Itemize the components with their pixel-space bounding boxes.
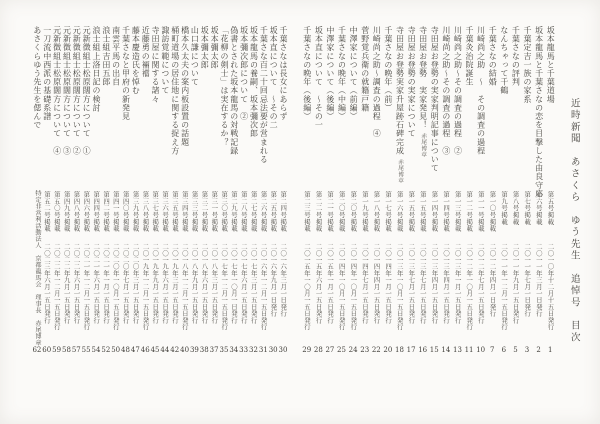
entry-issue-date: 二〇一九年六月一五日発行 bbox=[161, 243, 170, 324]
entry-issue-date: 二〇一九年三月一五日発行 bbox=[170, 243, 179, 324]
entry-issue-number: 第五号掲載 bbox=[546, 191, 555, 225]
entry-page-number: 33 bbox=[239, 346, 249, 354]
toc-entry bbox=[239, 0, 249, 424]
entry-title: 千葉さなの晩年（前） bbox=[383, 26, 393, 112]
entry-title: 坂本直について ～その一 bbox=[314, 26, 324, 130]
toc-entry bbox=[219, 0, 229, 424]
entry-issue-number: 第一四号掲載 bbox=[430, 191, 439, 232]
entry-issue-date: 二〇一三年四月一五日発行 bbox=[430, 243, 439, 324]
entry-issue-date: 二〇一二年四月一日発行 bbox=[488, 243, 497, 317]
entry-title: 藤本慶造氏を悼む bbox=[131, 26, 141, 95]
toc-entry bbox=[32, 0, 42, 424]
page-title: 近時新聞 あさくら ゆう先生 追悼号 目次 bbox=[568, 98, 580, 344]
toc-entry bbox=[475, 0, 487, 424]
toc-entry bbox=[52, 0, 62, 424]
entry-issue-number: 第三五号掲載 bbox=[170, 191, 179, 232]
toc-entry bbox=[199, 0, 209, 424]
entry-page-number: 3 bbox=[524, 346, 530, 354]
entry-page-number: 18 bbox=[395, 346, 404, 354]
entry-title: あさくらゆう先生を偲んで bbox=[32, 26, 42, 130]
entry-issue-date: 二〇二〇年一〇月一五日発行 bbox=[111, 243, 120, 331]
entry-issue-number: 第二三号掲載 bbox=[302, 191, 311, 232]
entry-page-number: 28 bbox=[313, 346, 323, 354]
entry-page-number: 20 bbox=[383, 346, 393, 354]
entry-title: 元新徴組士松原闊方について ③ bbox=[62, 26, 72, 155]
toc-entry bbox=[160, 0, 170, 424]
entry-title: 千葉さなの評判 bbox=[511, 26, 521, 87]
entry-publisher: 特定非営利活動法人 京都龍馬会 理事長 赤尾博章 bbox=[34, 190, 42, 346]
entry-page-number: 25 bbox=[337, 346, 346, 354]
toc-entry bbox=[111, 0, 121, 424]
entry-page-number: 40 bbox=[180, 346, 190, 354]
entry-issue-number: 第三二号掲載 bbox=[200, 191, 209, 232]
entry-issue-date: 二〇一一年一二月一五日発行 bbox=[500, 243, 509, 331]
toc-entry bbox=[42, 0, 52, 424]
entry-title: なんちゃって千鶴 bbox=[499, 26, 509, 95]
entry-page-number: 42 bbox=[170, 346, 180, 354]
entry-title: 坂本彌次郎について ② bbox=[239, 26, 249, 121]
entry-page-number: 17 bbox=[406, 346, 416, 354]
toc-entry bbox=[170, 0, 180, 424]
toc-entry bbox=[544, 0, 556, 424]
toc-entry bbox=[101, 0, 111, 424]
entry-issue-date: 二〇二一年一月一五日発行 bbox=[102, 243, 111, 324]
entry-author: 赤尾博章 bbox=[396, 159, 403, 184]
entry-title: 諏訪覚範について bbox=[160, 26, 170, 95]
entry-author: 赤尾博章 bbox=[419, 133, 426, 158]
entry-issue-number: 第五二号掲載 bbox=[42, 191, 51, 232]
entry-issue-number: 第四八号掲載 bbox=[72, 191, 81, 232]
toc-entry bbox=[521, 0, 533, 424]
entry-issue-number: 第二七号掲載 bbox=[249, 191, 258, 232]
toc-entry bbox=[190, 0, 200, 424]
page-title-column bbox=[556, 0, 592, 424]
entry-issue-date: 二〇一七年一〇月一日発行 bbox=[230, 243, 238, 324]
entry-title: 浪士組上洛日記の検討 bbox=[91, 26, 101, 112]
entry-issue-date: 二〇一七年一二月一五日発行 bbox=[220, 243, 229, 331]
entry-issue-date: 二〇一六年九月一日発行 bbox=[269, 243, 278, 317]
toc-entry bbox=[258, 0, 268, 424]
entry-issue-number: 第二〇号掲載 bbox=[337, 191, 346, 232]
entry-issue-number: 第四二号掲載 bbox=[102, 191, 111, 232]
entry-page-number: 31 bbox=[258, 346, 268, 354]
entry-issue-date: 二〇一一年九月一五日発行 bbox=[511, 243, 520, 324]
entry-page-number: 47 bbox=[130, 346, 140, 354]
entry-title: 千葉灸治院誕生 bbox=[465, 26, 475, 87]
entry-title: 坂本龍馬と千葉道場 bbox=[546, 26, 556, 104]
entry-issue-date: 二〇一四年一月一五日発行 bbox=[384, 243, 393, 324]
entry-issue-date: 二〇一七年六月一五日発行 bbox=[239, 243, 248, 324]
entry-title: 南雲平馬の出自 bbox=[111, 26, 121, 87]
entry-issue-number: 第一七号掲載 bbox=[384, 191, 393, 232]
entry-page-number: 62 bbox=[32, 346, 42, 354]
entry-issue-date: 二〇一九年九月一五日発行 bbox=[151, 243, 160, 324]
entry-page-number: 27 bbox=[325, 346, 335, 354]
entry-title: 中澤家について（後編） bbox=[325, 26, 335, 121]
entry-title: 山口謙について bbox=[190, 26, 200, 87]
entry-issue-date: 二〇二〇年三月一五日発行 bbox=[131, 243, 140, 324]
toc-entry bbox=[301, 0, 313, 424]
half-gap bbox=[288, 0, 301, 424]
entry-issue-date: 二〇一二年七月一五日発行 bbox=[476, 243, 485, 324]
entry-issue-date: 二〇一七年三月一五日発行 bbox=[249, 243, 258, 324]
entry-issue-date: 二〇一三年七月一五日発行 bbox=[407, 243, 416, 324]
entry-page-number: 24 bbox=[348, 346, 358, 354]
entry-title: 近藤勇の裲襠 bbox=[141, 26, 151, 78]
entry-issue-date: 二〇一八年三月一五日発行 bbox=[210, 243, 219, 324]
entry-issue-date: 二〇二三年六月一五日発行 bbox=[42, 243, 51, 324]
entry-issue-date: 二〇一三年七月一五日発行 bbox=[418, 243, 427, 324]
entry-issue-date: 二〇一三年四月一五日発行 bbox=[442, 243, 451, 324]
entry-title: 坂本彌太郎 bbox=[200, 26, 210, 69]
toc-entry bbox=[324, 0, 336, 424]
entry-issue-date: 二〇一四年一〇月一五日発行 bbox=[337, 243, 346, 331]
entry-page-number: 46 bbox=[140, 346, 150, 354]
entry-issue-number: 第二〇号掲載 bbox=[349, 191, 358, 232]
entry-title: 寺田屋お登勢の実家判明記事について bbox=[430, 26, 440, 173]
entry-title: 千葉さなの晩年（中編） bbox=[337, 26, 347, 121]
entry-title: 菅野覚兵衛の就籍戸籍 bbox=[360, 26, 370, 112]
entry-page-number: 23 bbox=[360, 346, 370, 354]
entry-issue-number: 第三九号掲載 bbox=[131, 191, 140, 232]
entry-issue-date: 二〇一二年一〇月一五日発行 bbox=[465, 243, 474, 331]
entry-title: 寺田屋お登勢実家升屋跡石碑完成赤尾博章 bbox=[395, 26, 405, 184]
entry-title: 寺田屋お登勢の実家について bbox=[407, 26, 417, 138]
toc-entry bbox=[347, 0, 359, 424]
toc-entry bbox=[121, 0, 131, 424]
entry-issue-date: 二〇一四年七月一五日発行 bbox=[360, 243, 369, 324]
entry-page-number: 52 bbox=[101, 346, 111, 354]
entry-issue-date: 二〇二一年一二月一五日発行 bbox=[82, 243, 91, 331]
entry-issue-number: 第一四号掲載 bbox=[442, 191, 451, 232]
entry-issue-date: 二〇一八年一二月一五日発行 bbox=[180, 243, 189, 331]
toc-entry bbox=[486, 0, 498, 424]
entry-issue-date: 二〇一一年七月一日発行 bbox=[523, 243, 532, 317]
entry-page-number: 57 bbox=[71, 346, 81, 354]
entry-title: 坂本龍馬と千葉さなの恋を目撃した由良守応 bbox=[534, 26, 544, 198]
entry-issue-number: 第二六号掲載 bbox=[259, 191, 268, 232]
toc-entry bbox=[268, 0, 278, 424]
toc-entry bbox=[91, 0, 101, 424]
entry-issue-date: 二〇一〇年十二月十五日発行 bbox=[546, 243, 555, 331]
toc-entry bbox=[533, 0, 545, 424]
entry-title: 千葉さなの晩年（後編） bbox=[302, 26, 312, 121]
toc-entry bbox=[498, 0, 510, 424]
toc-entry bbox=[336, 0, 348, 424]
entry-title: 元新徴組士松原闊方について ① bbox=[82, 26, 92, 155]
entry-issue-date: 二〇二二年九月一五日発行 bbox=[62, 243, 71, 324]
entry-issue-number: 第三八号掲載 bbox=[141, 191, 150, 232]
entry-title: 千葉さなの結婚 bbox=[488, 26, 498, 87]
toc-entry bbox=[313, 0, 325, 424]
entry-page-number: 10 bbox=[476, 346, 486, 354]
entry-issue-number: 第二五号掲載 bbox=[269, 191, 278, 232]
entry-page-number: 55 bbox=[81, 346, 91, 354]
entry-issue-number: 第二九号掲載 bbox=[230, 191, 238, 232]
entry-issue-date: 二〇一三年一月一五日発行 bbox=[453, 243, 462, 324]
entry-title: 寺田屋に関する諸々 bbox=[151, 26, 161, 104]
entry-issue-number: 第三四号掲載 bbox=[180, 191, 189, 232]
entry-issue-number: 第一八号掲載 bbox=[372, 191, 381, 232]
entry-page-number: 29 bbox=[302, 346, 312, 354]
toc-entry bbox=[510, 0, 522, 424]
entry-issue-date: 二〇二〇年七月一五日発行 bbox=[121, 243, 130, 324]
toc-entry bbox=[394, 0, 406, 424]
entry-page-number: 39 bbox=[189, 346, 199, 354]
entry-page-number: 5 bbox=[513, 346, 518, 354]
entry-page-number: 16 bbox=[418, 346, 428, 354]
entry-issue-number: 第二八号掲載 bbox=[239, 191, 248, 232]
entry-page-number: 38 bbox=[199, 346, 209, 354]
entry-page-number: 2 bbox=[536, 346, 541, 354]
entry-page-number: 59 bbox=[52, 346, 62, 354]
entry-page-number: 15 bbox=[429, 346, 439, 354]
entry-issue-number: 第一一号掲載 bbox=[476, 191, 485, 232]
toc-entry bbox=[278, 0, 288, 424]
entry-issue-number: 第一三号掲載 bbox=[453, 191, 462, 232]
entry-title: 桶町道場の居住地に関する捉え方 bbox=[170, 26, 180, 155]
entry-issue-date: 二〇一五年一月一五日発行 bbox=[326, 243, 335, 324]
entry-issue-date: 二〇二一年六月一五日発行 bbox=[92, 243, 101, 324]
toc-entry bbox=[382, 0, 394, 424]
entry-page-number: 14 bbox=[441, 346, 451, 354]
entry-page-number: 1 bbox=[547, 346, 553, 354]
entry-page-number: 6 bbox=[501, 346, 507, 354]
toc-entry bbox=[180, 0, 190, 424]
entry-title: 千葉さなと甲府の新発見 bbox=[121, 26, 131, 121]
entry-issue-number: 第一五号掲載 bbox=[407, 191, 416, 232]
entry-title: 浪士組吉田五郎 bbox=[101, 26, 111, 87]
entry-issue-number: 第九号掲載 bbox=[500, 191, 509, 225]
entry-page-number: 44 bbox=[160, 346, 170, 354]
entry-title: 千葉さなは長女にあらず bbox=[279, 26, 289, 121]
toc-entry bbox=[140, 0, 150, 424]
entry-page-number: 11 bbox=[464, 346, 474, 354]
entry-issue-number: 第三七号掲載 bbox=[151, 191, 160, 232]
entry-issue-date: 二〇一五年一〇月一五日発行 bbox=[302, 243, 311, 331]
toc-entry bbox=[405, 0, 417, 424]
entry-issue-number: 第一〇号掲載 bbox=[488, 191, 497, 232]
entry-issue-date: 二〇一八年九月一五日発行 bbox=[190, 243, 199, 324]
entry-title: 千葉さな百二十回忌法要が営まれる bbox=[259, 26, 269, 164]
entry-issue-number: 第三〇号掲載 bbox=[220, 191, 229, 232]
entry-issue-number: 第二二号掲載 bbox=[314, 191, 323, 232]
entry-title: 元新徴組士松原闊方について ② bbox=[72, 26, 82, 155]
entry-title: 川崎尚之助～調査の過程 ④ bbox=[372, 26, 382, 138]
entry-page-number: 54 bbox=[91, 346, 101, 354]
entry-title: 川崎尚之助 ～ その調査の過程 bbox=[476, 26, 486, 155]
toc-entry bbox=[209, 0, 219, 424]
entry-title: 中澤家について（前編） bbox=[349, 26, 359, 121]
entry-issue-number: 第一六号掲載 bbox=[395, 191, 404, 232]
entry-page-number: 37 bbox=[209, 346, 219, 354]
toc-entry bbox=[371, 0, 383, 424]
entry-issue-number: 第一五号掲載 bbox=[418, 191, 427, 232]
entry-page-number: 32 bbox=[249, 346, 258, 354]
entry-page-number: 13 bbox=[452, 346, 462, 354]
entry-title: 川崎尚之助～その調査の過程 ② bbox=[453, 26, 463, 155]
entry-page-number: 48 bbox=[121, 346, 130, 354]
toc-entry bbox=[249, 0, 259, 424]
entry-issue-number: 第四〇号掲載 bbox=[121, 191, 130, 232]
entry-issue-number: 第六号掲載 bbox=[534, 191, 543, 225]
entry-title: 千葉定吉一族の家系 bbox=[523, 26, 533, 104]
entry-issue-date: 二〇一六年三月一日発行 bbox=[279, 243, 288, 317]
toc-entry bbox=[71, 0, 81, 424]
entry-title: 一刀流中西派の基礎系譜 bbox=[42, 26, 52, 121]
entry-page-number: 30 bbox=[278, 346, 288, 354]
toc-entry bbox=[81, 0, 91, 424]
entry-issue-date: 二〇一一年三月一日発行 bbox=[534, 243, 543, 317]
toc-entry bbox=[62, 0, 72, 424]
entry-title: 偽書とされた坂本龍馬の対戦記録 bbox=[229, 26, 239, 155]
entry-issue-date: 二〇一六年一二月一五日発行 bbox=[259, 243, 268, 331]
toc-entry bbox=[463, 0, 475, 424]
entry-issue-number: 第三一号掲載 bbox=[210, 191, 219, 232]
toc-entry bbox=[440, 0, 452, 424]
entry-issue-date: 二〇二二年六月一五日発行 bbox=[72, 243, 81, 324]
entry-page-number: 45 bbox=[150, 346, 160, 354]
entry-issue-number: 第七号掲載 bbox=[523, 191, 532, 225]
entry-issue-number: 第四一号掲載 bbox=[111, 191, 120, 232]
entry-page-number: 30 bbox=[268, 346, 278, 354]
entry-issue-date: 二〇一四年四月一五日発行 bbox=[372, 243, 381, 324]
entry-issue-date: 二〇一三年一〇月一五日発行 bbox=[395, 243, 404, 331]
entry-title: 橋本久太夫の案内板設置の話題 bbox=[180, 26, 190, 147]
entry-issue-number: 第一九号掲載 bbox=[360, 191, 369, 232]
entry-issue-number: 第三三号掲載 bbox=[190, 191, 199, 232]
toc-entry bbox=[229, 0, 239, 424]
entry-issue-date: 二〇一八年六月一五日発行 bbox=[200, 243, 209, 324]
entry-issue-date: 二〇一五年六月一五日発行 bbox=[314, 243, 323, 324]
entry-issue-number: 第一二号掲載 bbox=[465, 191, 474, 232]
entry-title: 坂本龍馬の養嗣、坂本彌次郎 bbox=[249, 26, 259, 138]
entry-page-number: 34 bbox=[229, 346, 239, 354]
entry-issue-number: 第三六号掲載 bbox=[161, 191, 170, 232]
entry-title: 元新徴組士松原闊方について ④ bbox=[52, 26, 62, 155]
entry-page-number: 22 bbox=[371, 346, 381, 354]
entry-title: 坂本直について ～その二 bbox=[269, 26, 279, 130]
toc-entry bbox=[150, 0, 160, 424]
entry-title: 川崎尚之助～その調査の過程 ③ bbox=[441, 26, 451, 155]
entry-issue-date: 二〇一九年一二月一五日発行 bbox=[141, 243, 150, 331]
entry-issue-number: 第四六号掲載 bbox=[82, 191, 91, 232]
entry-page-number: 7 bbox=[490, 346, 495, 354]
toc-entry bbox=[428, 0, 440, 424]
toc-entry bbox=[130, 0, 140, 424]
entry-issue-number: 第五〇号掲載 bbox=[52, 191, 61, 232]
entry-title: 坂本彌太郎 bbox=[210, 26, 220, 69]
entry-page-number: 58 bbox=[61, 346, 71, 354]
toc-entry bbox=[417, 0, 429, 424]
toc-entry bbox=[452, 0, 464, 424]
toc-entry bbox=[359, 0, 371, 424]
entry-issue-date: 二〇二二年一二月一五日発行 bbox=[52, 243, 61, 331]
entry-issue-number: 第四九号掲載 bbox=[62, 191, 71, 232]
entry-issue-number: 第八号掲載 bbox=[511, 191, 520, 225]
entry-issue-number: 第二一号掲載 bbox=[326, 191, 335, 232]
entry-page-number: 35 bbox=[219, 346, 229, 354]
entry-page-number: 60 bbox=[42, 346, 52, 354]
entry-issue-number: 第四四号掲載 bbox=[92, 191, 101, 232]
entry-title: 「花柳の剣士」は実在するか？ bbox=[219, 26, 229, 147]
entry-issue-number: 第二四号掲載 bbox=[279, 191, 288, 232]
entry-page-number: 50 bbox=[111, 346, 121, 354]
entry-title: 寺田屋お登勢 実家発見！赤尾博章 bbox=[418, 26, 428, 158]
entry-issue-date: 二〇一四年一〇月一五日発行 bbox=[349, 243, 358, 331]
